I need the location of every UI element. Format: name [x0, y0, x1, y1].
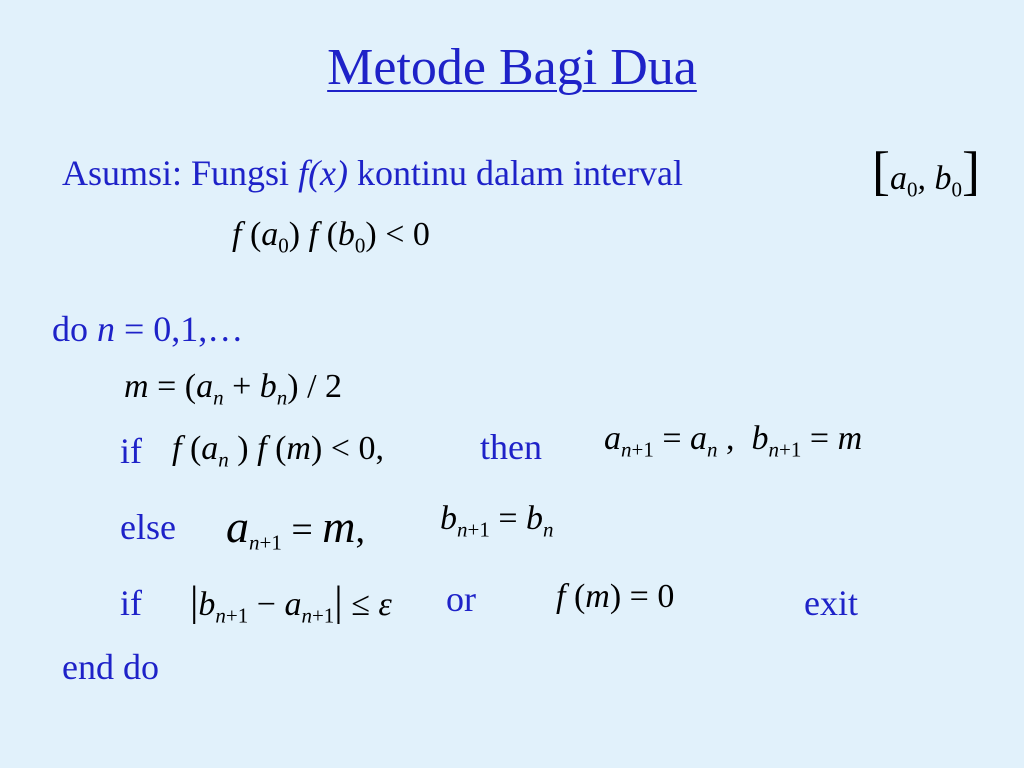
- assumption-function: f(x): [298, 153, 349, 193]
- stop-if-keyword: if: [120, 583, 142, 623]
- page-title: Metode Bagi Dua: [327, 39, 697, 96]
- midpoint-lhs: m: [124, 368, 149, 405]
- root-found-formula: f (m) = 0: [556, 578, 675, 615]
- exit-keyword: exit: [804, 583, 858, 623]
- then-keyword: then: [480, 427, 542, 467]
- root-found-zero: 0: [657, 578, 675, 615]
- then-update-formula: $a_{n+1} = a_n$ , $b_{n+1} = m$: [604, 420, 863, 462]
- or-keyword: or: [446, 579, 476, 619]
- condition-zero: 0: [412, 216, 430, 253]
- interval-formula: [$a_0$, $b_0$]: [872, 141, 980, 202]
- assumption-prefix: Asumsi: Fungsi: [62, 153, 299, 193]
- loop-variable: n: [97, 309, 115, 349]
- assumption-suffix: kontinu dalam interval: [348, 153, 683, 193]
- if-keyword: if: [120, 431, 142, 471]
- sign-change-condition: f $(a_0)$ f $(b_0) < 0$: [232, 216, 430, 258]
- assumption-text: [62, 152, 683, 194]
- loop-header: [52, 308, 243, 350]
- else-keyword: else: [120, 507, 176, 547]
- end-do-keyword: end do: [62, 647, 159, 687]
- midpoint-formula: $m = (a_n + b_n) / 2$: [124, 368, 343, 410]
- else-update-a-formula: $a_{n+1} = m$,: [226, 501, 366, 555]
- loop-do-keyword: do: [52, 309, 97, 349]
- sign-test-formula: f ($a_n$ ) f (m) < 0,: [172, 430, 384, 472]
- tolerance-formula: $|b_{n+1} - a_{n+1}| \le \varepsilon$: [190, 579, 392, 628]
- loop-range: = 0,1,…: [115, 309, 244, 349]
- sign-test-zero: 0,: [358, 430, 384, 467]
- else-update-b-formula: $b_{n+1} = b_n$: [440, 500, 554, 542]
- midpoint-denominator: 2: [325, 368, 343, 405]
